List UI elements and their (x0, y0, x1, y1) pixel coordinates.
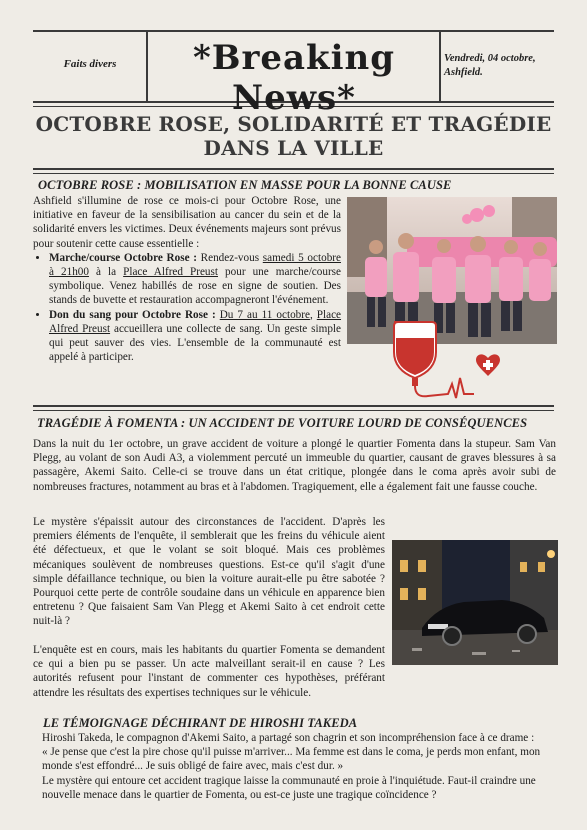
article3-title: LE TÉMOIGNAGE DÉCHIRANT DE HIROSHI TAKEDA (43, 716, 358, 730)
article1-body (33, 194, 341, 364)
masthead-top-rule (33, 30, 554, 32)
masthead-divider-right (439, 31, 441, 101)
event-text: à la (88, 266, 124, 279)
newspaper-title: *Breaking News* (192, 38, 396, 118)
date-line: Vendredi, 04 octobre, (444, 53, 536, 64)
article2-para2: Le mystère s'épaissit autour des circonstances de l'accident. D'après les premiers éléments de l'enquête, il semblerait que les freins du véhicule aient été défectueux, et que le volant se soit bloqué. Mais ces problèmes mécaniques soulèvent de nombreuses questions. Est-ce qu'il s'agit d'une simple défaillance technique, ou bien la voiture aurait-elle pu être sabotée ? Pourquoi cette perte de contrôle soudaine dans un véhicule en apparence bien entretenu ? Que faisaient Sam Van Plegg et Akemi Saito à cet endroit cette nuit-là ? (33, 516, 385, 628)
article1-intro: Ashfield s'illumine de rose ce mois-ci pour Octobre Rose, une initiative en faveur de la sensibilisation au cancer du sein et de la solidarité envers les victimes. Deux événements majeurs sont prévus pour soutenir cette cause essentielle : (33, 195, 341, 250)
event-list (33, 251, 341, 365)
event-item-marche (49, 251, 341, 308)
article2-rule (33, 405, 554, 407)
article2-para1: Dans la nuit du 1er octobre, un grave accident de voiture a plongé le quartier Fomenta dans la stupeur. Sam Van Plegg, au volant de son Audi A3, a violemment percuté un immeuble du quartier, causant de graves blessures à sa passagère, Akemi Saito. Celle-ci se trouve dans un état critique, plongée dans le coma après avoir subi de nombreuses fractures, notamment au bras et à l'abdomen. Tragiquement, elle a également fait une fausse couche. (33, 438, 556, 493)
article3-conclusion: Le mystère qui entoure cet accident tragique laisse la communauté en proie à l'inquiétude. Faut-il craindre une nouvelle menace dans le quartier de Fomenta, ou est-ce juste une tragique coïncidence ? (42, 774, 536, 801)
article3-body (42, 731, 556, 802)
headline-rule-2 (33, 173, 554, 174)
event-label: Don du sang pour Octobre Rose : (49, 308, 216, 321)
article1-title: OCTOBRE ROSE : MOBILISATION EN MASSE POUR LA BONNE CAUSE (38, 178, 452, 192)
main-headline: OCTOBRE ROSE, SOLIDARITÉ ET TRAGÉDIE DANS LA VILLE (35, 112, 552, 160)
section-label: Faits divers (63, 58, 117, 70)
location-line: Ashfield. (444, 67, 483, 78)
event-date: samedi 5 octobre à 21h00 (49, 251, 341, 279)
event-label: Marche/course Octobre Rose : (49, 251, 197, 264)
event-text: Rendez-vous (196, 251, 263, 264)
event-text: pour une marche/course symbolique. Venez habillés de rose en signe de soutien. Des stands de buvette et restauration accompagneront l'événement. (49, 266, 341, 307)
headline-rule (33, 168, 554, 170)
event-place: Place Alfred Preust (123, 266, 218, 279)
article3-intro: Hiroshi Takeda, le compagnon d'Akemi Saito, a partagé son chagrin et son incompréhension face à ce drame : (42, 732, 535, 744)
article3-quote: « Je pense que c'est la pire chose qu'il puisse m'arriver... Ma femme est dans le coma, je perds mon enfant, mon monde s'est effondré... Je suis obligé de faire avec, mais c'est dur. » (42, 746, 541, 773)
event-date: Du 7 au 11 octobre (219, 308, 310, 321)
article2-para3: L'enquête est en cours, mais les habitants du quartier Fomenta se demandent ce qui a bien pu se passer. Un acte malveillant serait-il en cause ? Les autorités refusent pour l'instant de commenter ces hypothèses, préférant attendre les résultats des expertises techniques sur le véhicule. (33, 644, 385, 699)
event-text: accueillera une collecte de sang. Un geste simple qui peut sauver des vies. L'ensemble de la communauté est appelé à participer. (49, 322, 341, 364)
event-place: Place Alfred Preust (49, 308, 342, 335)
event-item-don (49, 308, 341, 365)
event-text: , (309, 308, 317, 321)
blood-donation-illustration (388, 318, 518, 400)
masthead-divider-left (146, 31, 148, 101)
car-accident-photo (392, 540, 558, 665)
article2-rule-2 (33, 410, 554, 411)
date-location (444, 52, 564, 80)
article2-title: TRAGÉDIE À FOMENTA : UN ACCIDENT DE VOITURE LOURD DE CONSÉQUENCES (37, 416, 528, 430)
